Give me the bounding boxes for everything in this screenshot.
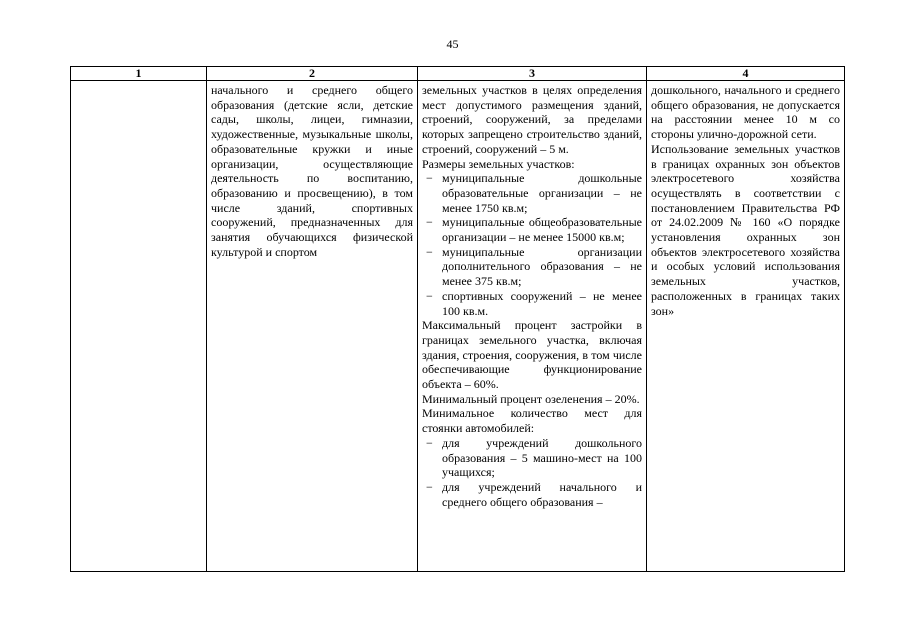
table-row	[71, 81, 845, 572]
column-header-2: 2	[207, 67, 418, 81]
dash-icon: −	[426, 435, 433, 450]
col2-text: начального и среднего общего образования (детские ясли, детские сады, школы, лицеи, гимназии, художественные, музыкальные школы, образовательные кружки и иные организации, осуществляющие деятельность по воспитанию, образованию и просвещению), в том числе зданий, спортивных сооружений, предназначенных для занятия обучающихся физической культурой и спортом	[211, 83, 413, 259]
col3-sizes-heading: Размеры земельных участков:	[422, 156, 575, 171]
list-item	[422, 215, 642, 244]
list-item	[422, 436, 642, 480]
parking-list	[422, 436, 642, 510]
list-item-text: спортивных сооружений – не менее 100 кв.м.	[442, 288, 642, 318]
col3-min-green: Минимальный процент озеленения – 20%.	[422, 391, 640, 406]
list-item-text: муниципальные дошкольные образовательные организации – не менее 1750 кв.м;	[442, 171, 642, 215]
list-item	[422, 171, 642, 215]
dash-icon: −	[426, 244, 433, 259]
cell-col2	[207, 81, 418, 572]
page-number: 45	[446, 37, 459, 51]
col4-para2: Использование земельных участков в границах охранных зон объектов электросетевого хозяйства осуществлять в соответствии с постановлением Правительства РФ от 24.02.2009 № 160 «О порядке установления охранных зон объектов электросетевого хозяйства и особых условий использования земельных участков, расположенных в границах таких зон»	[651, 141, 840, 318]
list-item-text: муниципальные общеобразовательные организации – не менее 15000 кв.м;	[442, 215, 642, 245]
dash-icon: −	[426, 479, 433, 494]
column-header-4: 4	[647, 67, 845, 81]
col4-para1: дошкольного, начального и среднего общего образования, не допускается на расстоянии менее 10 м со стороны улично-дорожной сети.	[651, 83, 840, 142]
list-item-text: для учреждений начального и среднего общего образования –	[442, 479, 642, 509]
list-item-text: для учреждений дошкольного образования – 5 машино-мест на 100 учащихся;	[442, 435, 642, 480]
list-item	[422, 480, 642, 509]
column-header-1: 1	[71, 67, 207, 81]
dash-icon: −	[426, 215, 433, 230]
col3-max-percent: Максимальный процент застройки в границах земельного участка, включая здания, строения, сооружения, в том числе обеспечивающие функционирование объекта – 60%.	[422, 318, 642, 392]
regulations-table	[70, 66, 845, 572]
sizes-list	[422, 171, 642, 318]
col3-parking-heading: Минимальное количество мест для стоянки автомобилей:	[422, 406, 642, 436]
cell-col3	[418, 81, 647, 572]
column-header-3: 3	[418, 67, 647, 81]
header-row	[71, 67, 845, 81]
cell-col4	[647, 81, 845, 572]
col3-intro: земельных участков в целях определения мест допустимого размещения зданий, строений, сооружений, за пределами которых запрещено строительство зданий, строений, сооружений – 5 м.	[422, 83, 642, 156]
dash-icon: −	[426, 171, 433, 186]
cell-col1	[71, 81, 207, 572]
dash-icon: −	[426, 288, 433, 303]
list-item	[422, 289, 642, 318]
list-item-text: муниципальные организации дополнительного образования – не менее 375 кв.м;	[442, 244, 642, 289]
list-item	[422, 245, 642, 289]
